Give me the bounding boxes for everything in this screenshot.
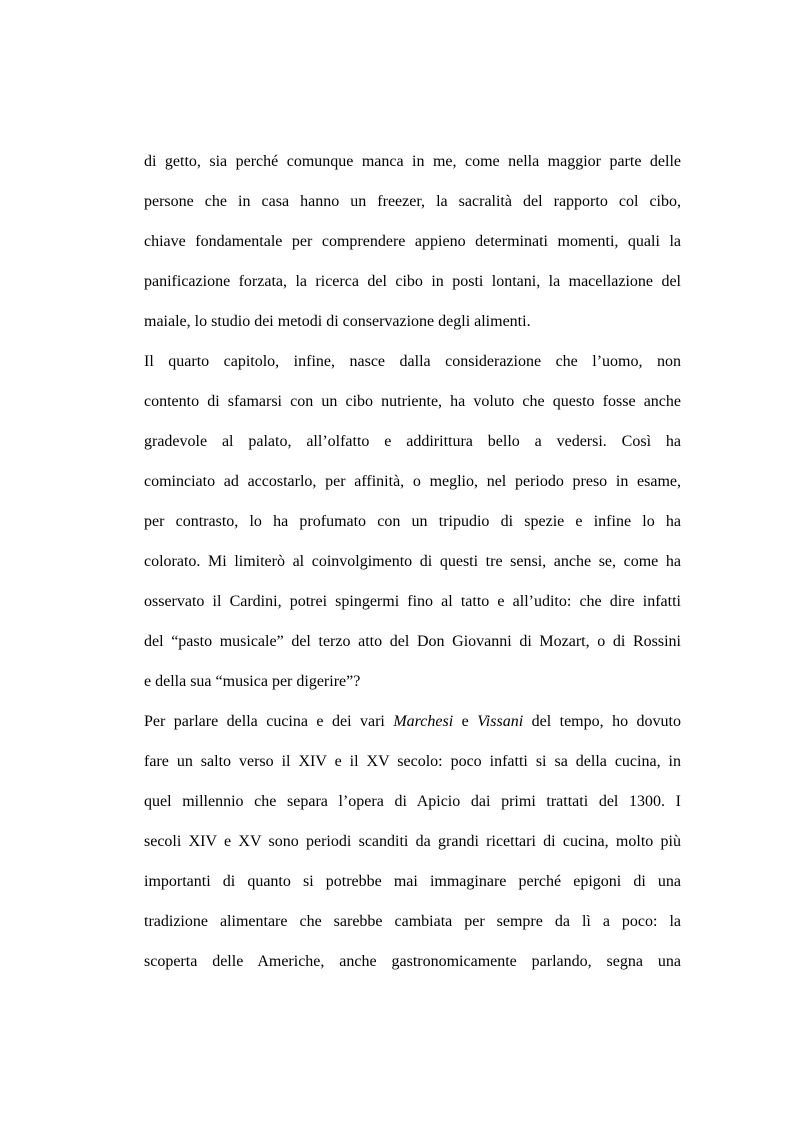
text-segment: Per parlare della cucina e dei vari: [144, 713, 394, 730]
text-line: panificazione forzata, la ricerca del cibo in posti lontani, la macellazione del: [144, 273, 681, 290]
text-line: contento di sfamarsi con un cibo nutriente, ha voluto che questo fosse anche: [144, 393, 681, 410]
text-line: scoperta delle Americhe, anche gastronomicamente parlando, segna una: [144, 953, 681, 970]
text-line: secoli XIV e XV sono periodi scanditi da grandi ricettari di cucina, molto più: [144, 833, 681, 850]
text-line: chiave fondamentale per comprendere appieno determinati momenti, quali la: [144, 233, 681, 250]
text-line: tradizione alimentare che sarebbe cambiata per sempre da lì a poco: la: [144, 913, 681, 930]
text-segment: del tempo, ho dovuto: [523, 713, 681, 730]
text-line: persone che in casa hanno un freezer, la sacralità del rapporto col cibo,: [144, 193, 681, 210]
text-line-with-italics: [144, 702, 681, 742]
text-line: importanti di quanto si potrebbe mai immaginare perché epigoni di una: [144, 873, 681, 890]
body-text: [144, 142, 681, 982]
italic-name-vissani: Vissani: [477, 713, 524, 730]
text-line: del “pasto musicale” del terzo atto del Don Giovanni di Mozart, o di Rossini: [144, 633, 681, 650]
text-line: cominciato ad accostarlo, per affinità, o meglio, nel periodo preso in esame,: [144, 473, 681, 490]
text-line: osservato il Cardini, potrei spingermi fino al tatto e all’udito: che dire infatti: [144, 593, 681, 610]
text-segment: e: [453, 713, 478, 730]
italic-name-marchesi: Marchesi: [393, 713, 454, 730]
text-line: colorato. Mi limiterò al coinvolgimento di questi tre sensi, anche se, come ha: [144, 553, 681, 570]
text-line: e della sua “musica per digerire”?: [144, 673, 361, 690]
text-line: fare un salto verso il XIV e il XV secolo: poco infatti si sa della cucina, in: [144, 753, 681, 770]
text-line: Il quarto capitolo, infine, nasce dalla considerazione che l’uomo, non: [144, 353, 681, 370]
text-line: gradevole al palato, all’olfatto e addirittura bello a vedersi. Così ha: [144, 433, 681, 450]
text-line: di getto, sia perché comunque manca in me, come nella maggior parte delle: [144, 153, 681, 170]
text-line: maiale, lo studio dei metodi di conservazione degli alimenti.: [144, 313, 531, 330]
text-line: per contrasto, lo ha profumato con un tripudio di spezie e infine lo ha: [144, 513, 681, 530]
text-line: quel millennio che separa l’opera di Apicio dai primi trattati del 1300. I: [144, 793, 681, 810]
